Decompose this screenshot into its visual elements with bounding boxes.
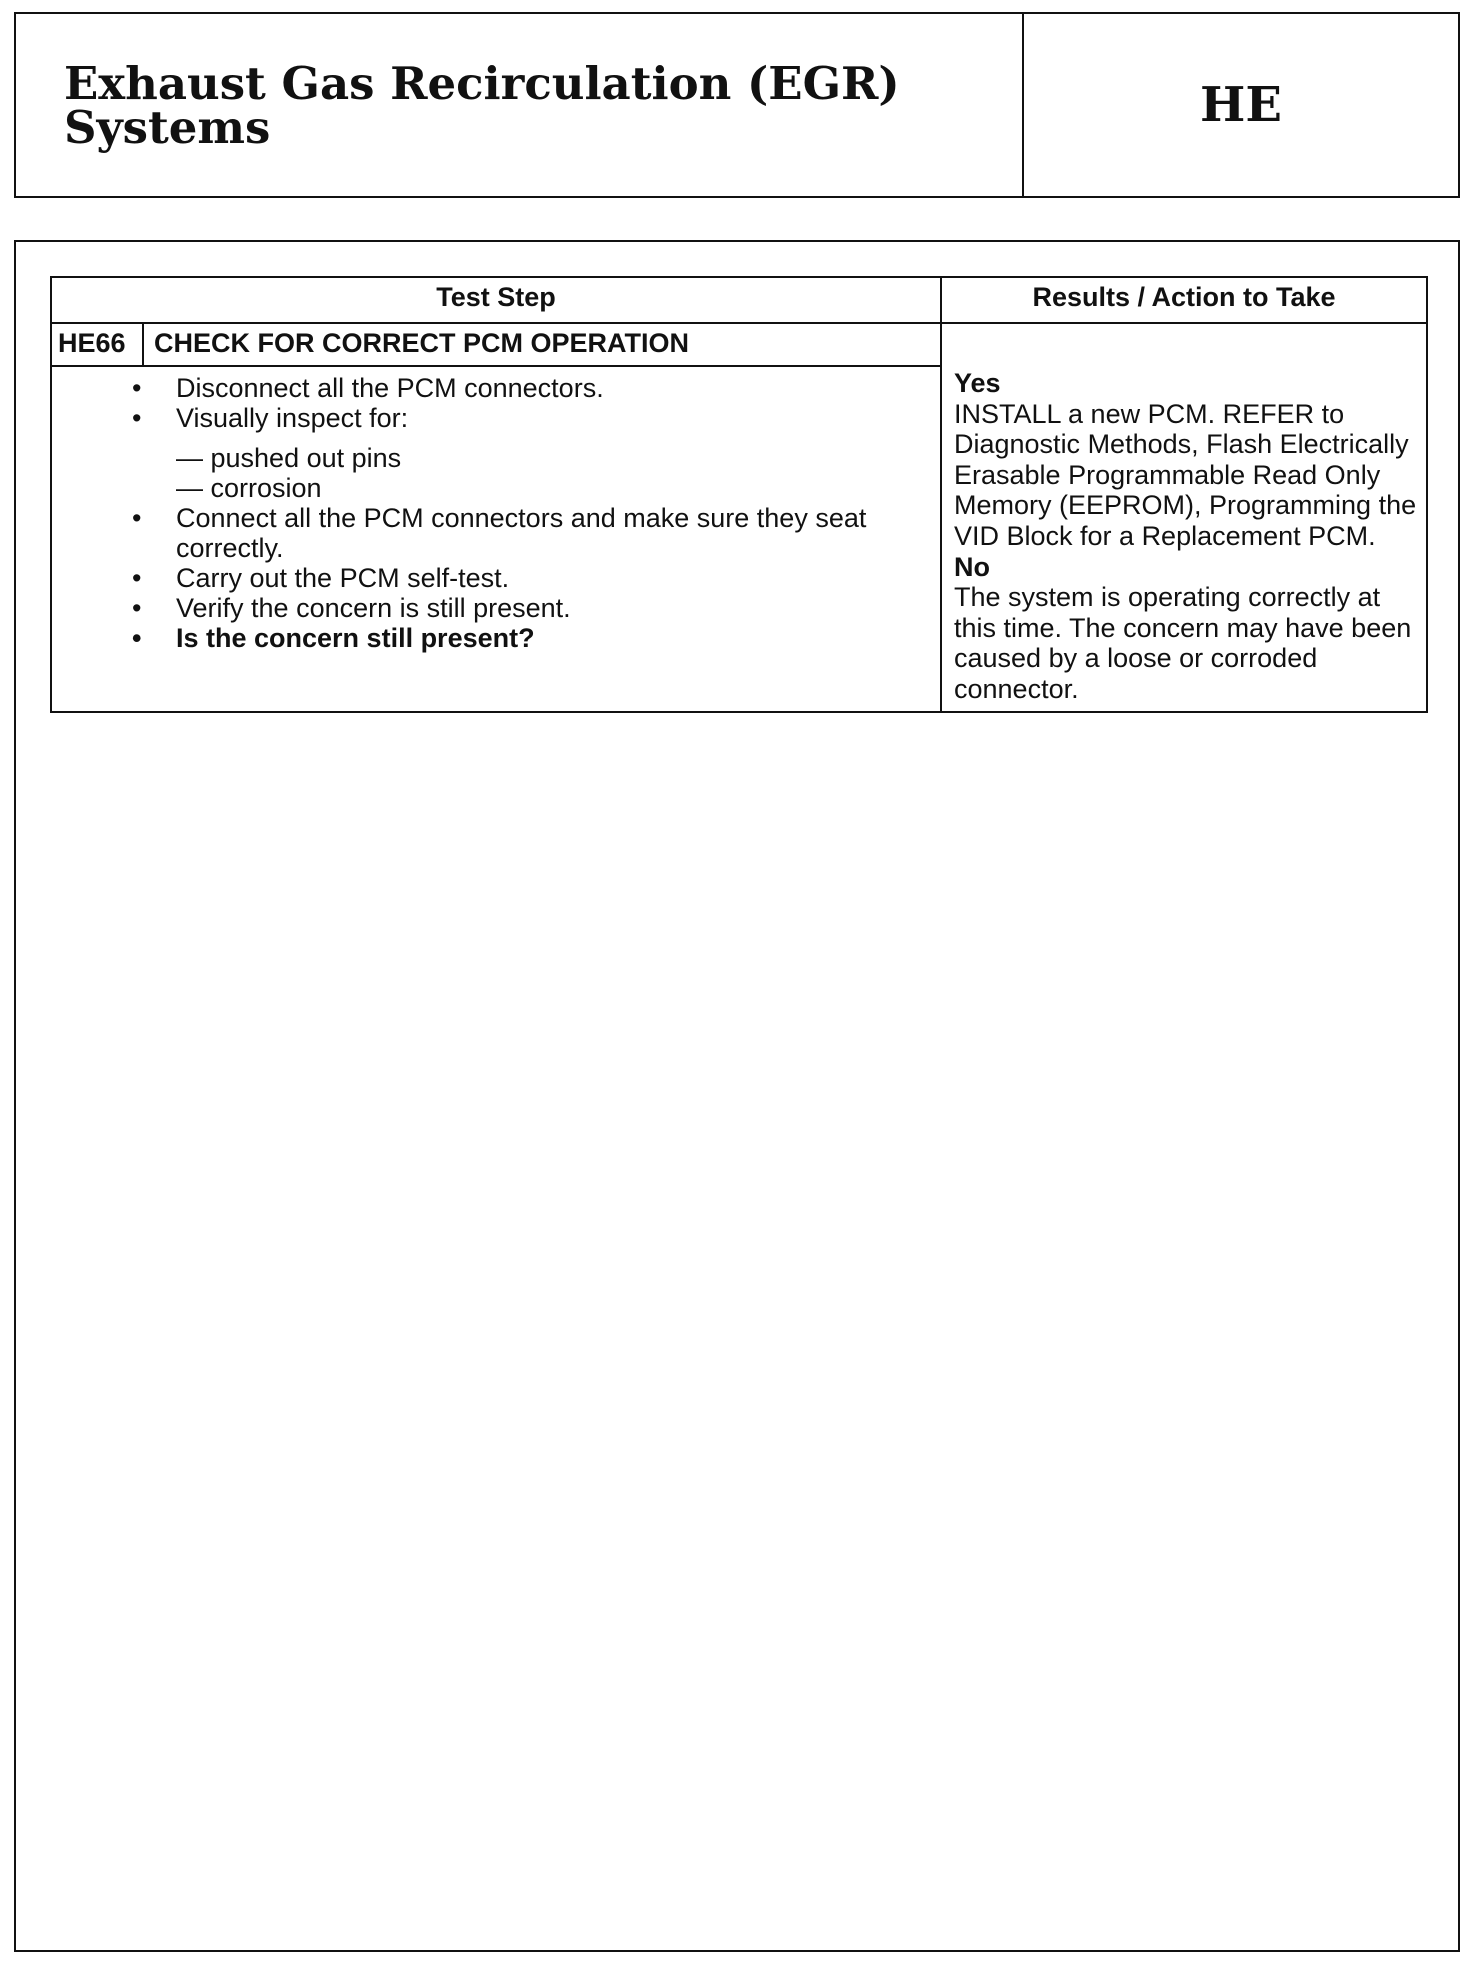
instruction-item: • Connect all the PCM connectors and make sure they seat correctly.	[132, 503, 930, 563]
instruction-list	[132, 373, 930, 653]
step-title: CHECK FOR CORRECT PCM OPERATION	[143, 323, 941, 366]
section-code: HE	[1200, 77, 1282, 133]
page-title-line-2: Systems	[64, 101, 271, 154]
result-no-text: The system is operating correctly at this time. The concern may have been caused by a loose or corroded connector.	[954, 582, 1412, 704]
column-header-test-step: Test Step	[51, 277, 941, 323]
instruction-item: • Carry out the PCM self-test.	[132, 563, 930, 593]
content-frame	[14, 240, 1460, 1952]
instruction-question: • Is the concern still present?	[132, 623, 930, 653]
inspection-subitem: — corrosion	[176, 473, 322, 504]
column-header-results: Results / Action to Take	[941, 277, 1427, 323]
test-step-table	[50, 276, 1428, 713]
inspection-subitem: — pushed out pins	[176, 443, 402, 474]
instruction-item: • Verify the concern is still present.	[132, 593, 930, 623]
step-code: HE66	[51, 323, 143, 366]
page-title	[16, 14, 1024, 196]
step-instructions	[51, 366, 941, 711]
instruction-item: • Disconnect all the PCM connectors.	[132, 373, 930, 403]
inspection-sublist	[176, 443, 930, 503]
instruction-item-text: Visually inspect for:	[176, 403, 409, 434]
result-yes-text: INSTALL a new PCM. REFER to Diagnostic Methods, Flash Electrically Erasable Programmable Read Only Memory (EEPROM), Programming the VID Block for a Replacement PCM.	[954, 398, 1417, 551]
result-no-label: No	[954, 551, 990, 582]
step-title-row	[51, 323, 1427, 366]
instruction-item	[132, 403, 930, 503]
results-cell	[941, 323, 1427, 712]
result-yes-label: Yes	[954, 368, 1001, 398]
page-title-line-1: Exhaust Gas Recirculation (EGR)	[64, 57, 900, 110]
page-header	[14, 12, 1460, 198]
table-header-row	[51, 277, 1427, 323]
